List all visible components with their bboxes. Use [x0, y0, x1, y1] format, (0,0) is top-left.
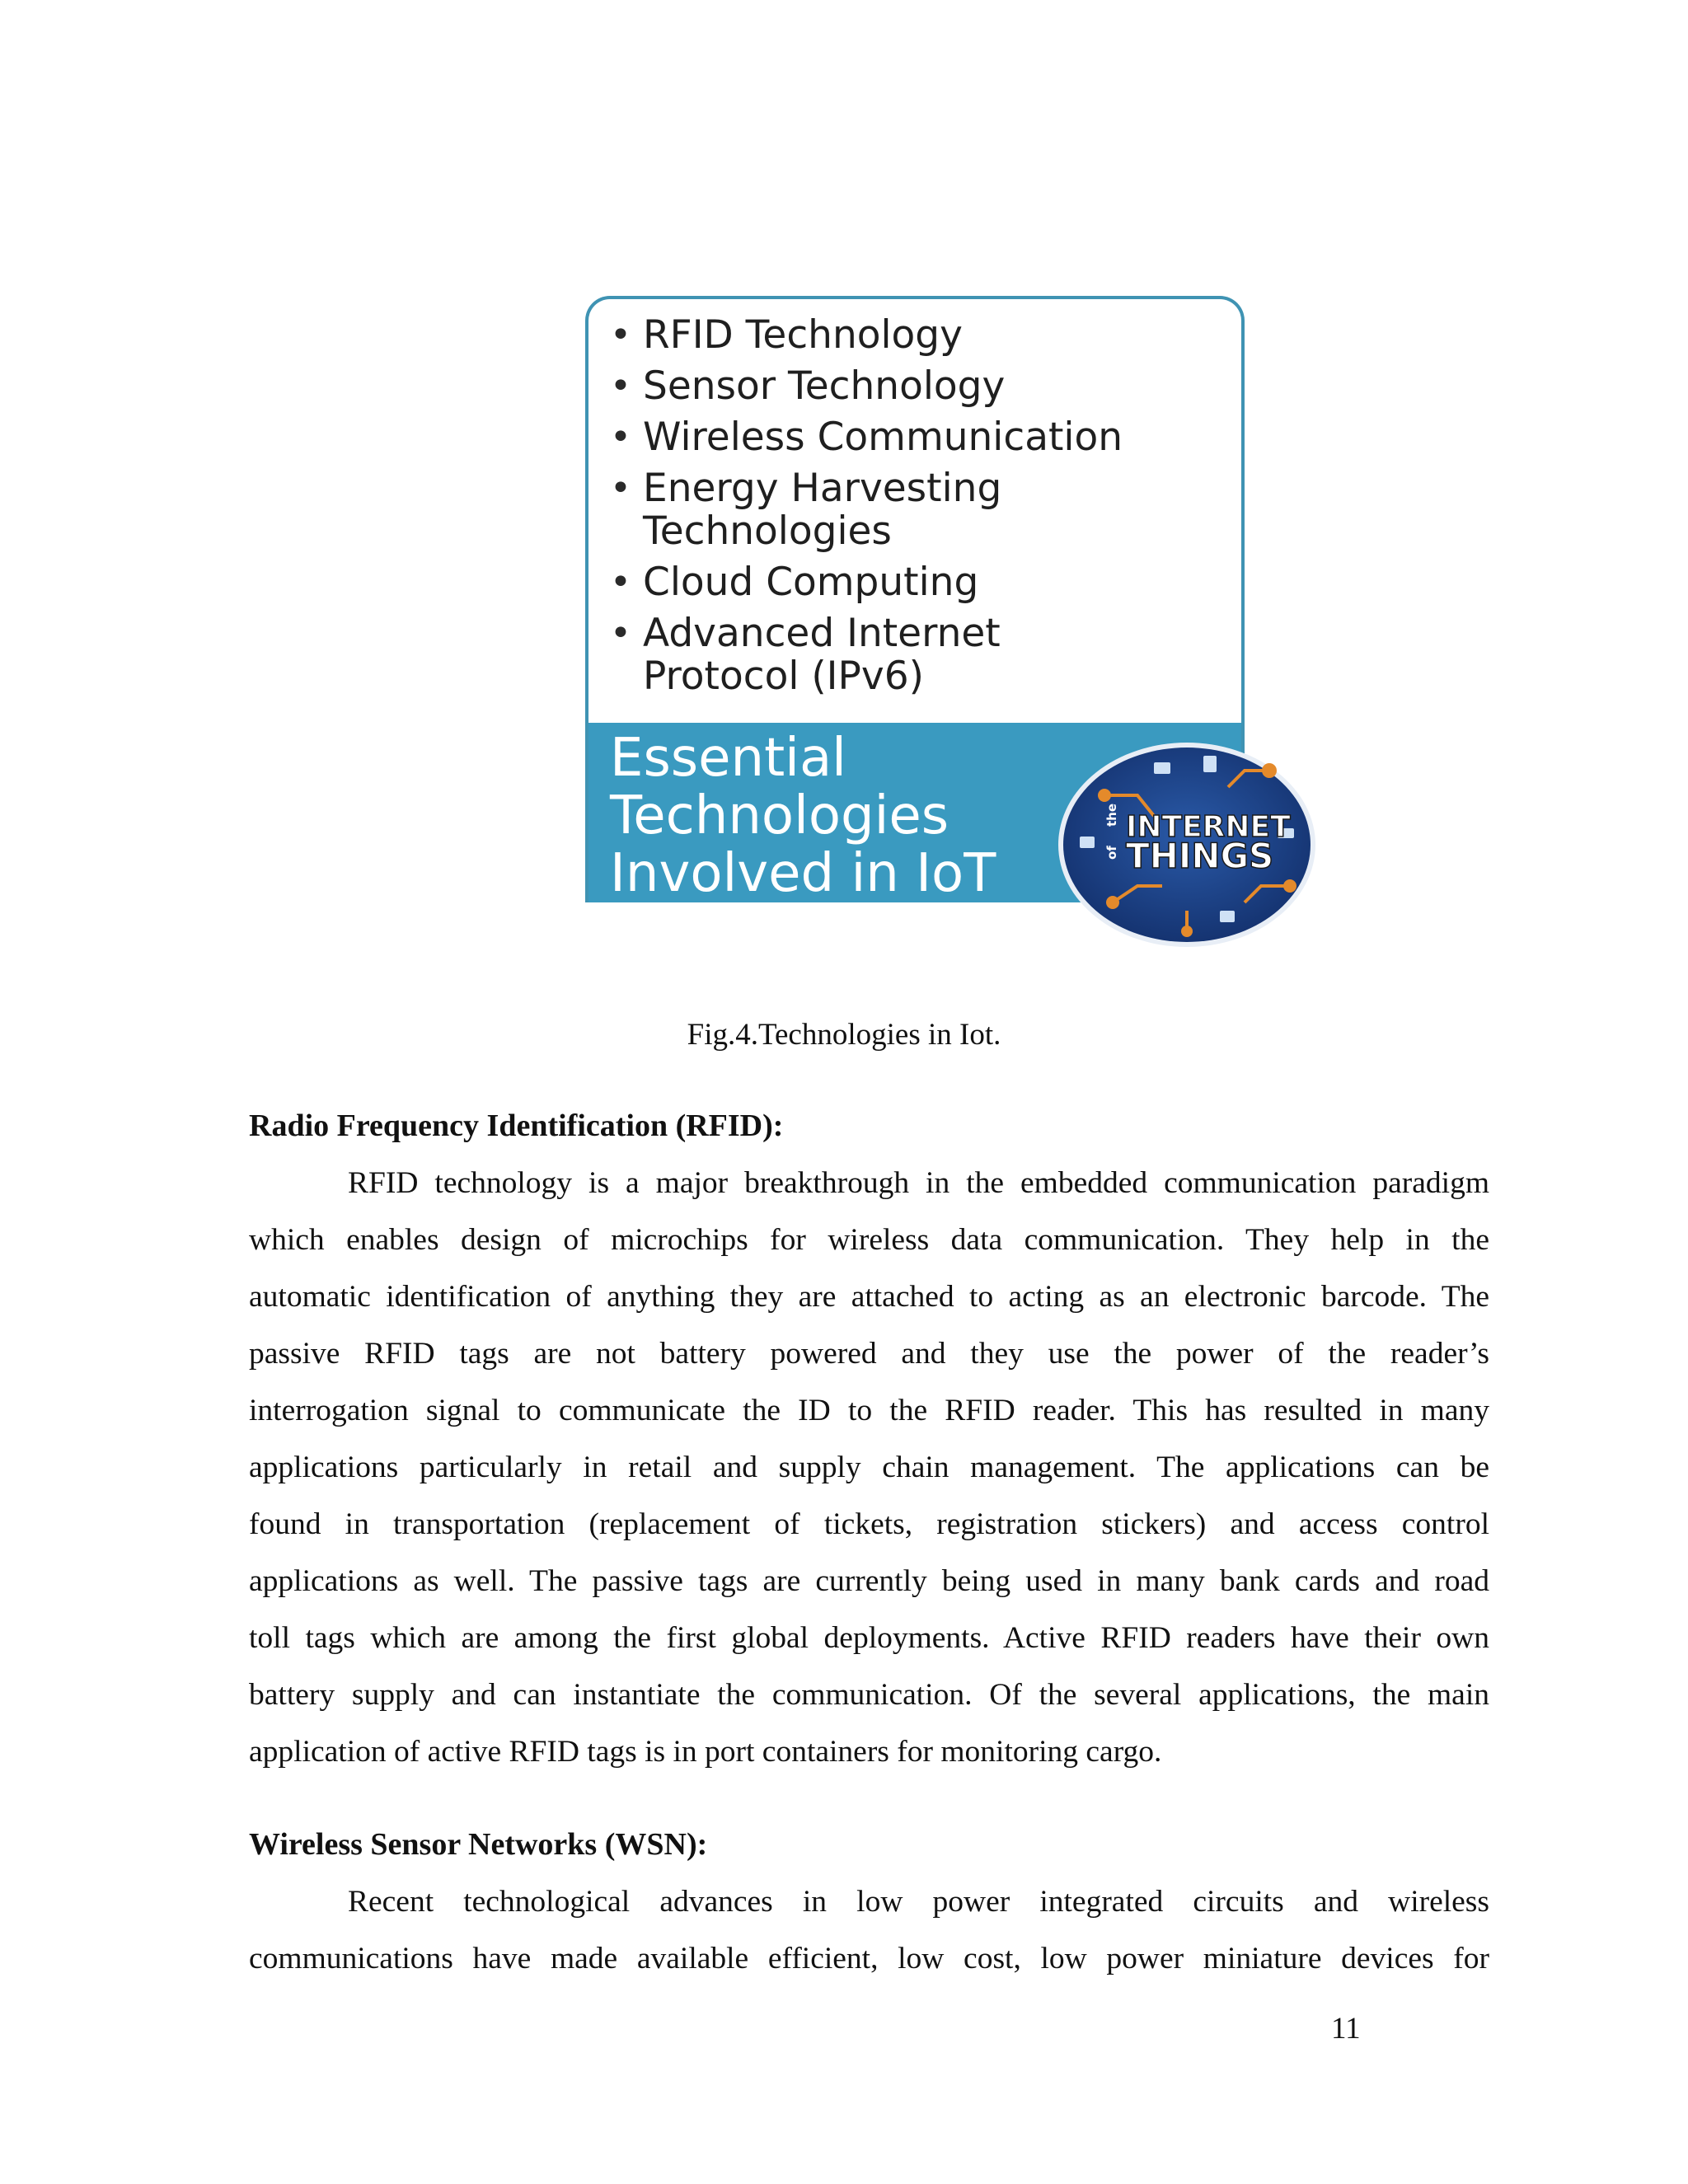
paragraph-line: communications have made available efficient, low cost, low power miniature devices for: [249, 1942, 1489, 1975]
section-paragraph-wsn: [249, 1882, 1489, 1996]
paragraph-line: battery supply and can instantiate the communication. Of the several applications, the main: [249, 1678, 1489, 1712]
technology-item: • Sensor Technology: [605, 365, 1123, 408]
paragraph-line: applications particularly in retail and supply chain management. The applications can be: [249, 1451, 1489, 1484]
technology-item: • Wireless Communication: [605, 416, 1123, 459]
paragraph-line: RFID technology is a major breakthrough in the embedded communication paradigm: [348, 1166, 1489, 1200]
paragraph-line: Recent technological advances in low power integrated circuits and wireless: [348, 1885, 1489, 1919]
paragraph-line: which enables design of microchips for wireless data communication. They help in the: [249, 1223, 1489, 1257]
figure-technologies-in-iot: [577, 293, 1319, 952]
logo-small-text-the: the: [1104, 803, 1119, 827]
technology-item: • RFID Technology: [605, 314, 1123, 357]
paragraph-line: toll tags which are among the first global deployments. Active RFID readers have their own: [249, 1621, 1489, 1655]
figure-banner-text: Essential Technologies Involved in IoT: [610, 728, 996, 902]
paragraph-line: interrogation signal to communicate the ID to the RFID reader. This has resulted in many: [249, 1394, 1489, 1427]
paragraph-line: automatic identification of anything they are attached to acting as an electronic barcode. The: [249, 1280, 1489, 1314]
technology-item: • Energy Harvesting Technologies: [605, 467, 1123, 553]
paragraph-line: application of active RFID tags is in port containers for monitoring cargo.: [249, 1735, 1162, 1769]
page-number: 11: [1331, 2012, 1361, 2046]
section-heading-rfid: Radio Frequency Identification (RFID):: [249, 1108, 784, 1143]
internet-of-things-logo: [1055, 738, 1319, 952]
figure-caption: Fig.4.Technologies in Iot.: [687, 1018, 1001, 1052]
technology-item: • Advanced Internet Protocol (IPv6): [605, 612, 1123, 698]
paragraph-line: found in transportation (replacement of tickets, registration stickers) and access control: [249, 1507, 1489, 1541]
paragraph-line: passive RFID tags are not battery powered and they use the power of the reader’s: [249, 1337, 1489, 1371]
logo-text-things: THINGS: [1126, 836, 1274, 876]
technology-list: [605, 314, 1123, 706]
paragraph-line: applications as well. The passive tags are currently being used in many bank cards and road: [249, 1564, 1489, 1598]
section-paragraph-rfid: [249, 1164, 1489, 1789]
section-heading-wsn: Wireless Sensor Networks (WSN):: [249, 1827, 708, 1862]
logo-text-internet: INTERNET: [1126, 810, 1291, 844]
technology-item: • Cloud Computing: [605, 561, 1123, 604]
logo-small-text-of: of: [1104, 846, 1119, 860]
